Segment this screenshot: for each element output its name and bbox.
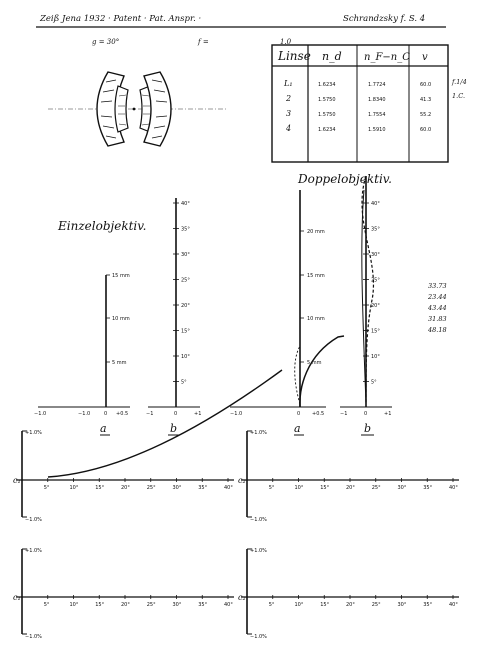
distortion-x-tick-label: 25°: [371, 485, 381, 491]
distortion-label-top: +1.0%: [25, 430, 42, 436]
single-b-bottom-1: −1: [146, 411, 154, 417]
side-value-5: 48.18: [428, 326, 447, 334]
distortion-label-bottom: −1.0%: [25, 634, 42, 640]
double-b-tick-label: 10°: [371, 354, 380, 360]
double-b-tick-label: 30°: [371, 252, 380, 258]
distortion-x-tick-label: 5°: [268, 602, 275, 608]
lens-element-2: [115, 86, 128, 132]
header-line2-mid: f =: [198, 38, 209, 46]
double-b-tick-label: 25°: [371, 277, 380, 284]
distortion-x-tick-label: 20°: [346, 485, 355, 491]
distortion-axis-symbol: c₂: [238, 476, 246, 485]
row-3-nd: 1.5750: [318, 112, 336, 118]
row-4-lens: 4: [286, 124, 292, 133]
row-1-disp: 1.7724: [368, 82, 386, 88]
distortion-label-top: +1.0%: [250, 430, 267, 436]
table-header-nd: n_d: [322, 50, 342, 63]
distortion-x-tick-label: 40°: [449, 602, 458, 608]
row-2-v: 41.3: [420, 97, 432, 103]
single-a-bottom-3: 0: [104, 411, 108, 417]
distortion-panel-4: [238, 548, 459, 640]
distortion-x-tick-label: 25°: [146, 485, 156, 491]
table-side-note-1: f.1/4: [452, 78, 467, 86]
row-1-nd: 1.6234: [318, 82, 336, 88]
double-a-bottom-1: −1.0: [230, 411, 243, 417]
diaphragm-mark: [133, 108, 136, 111]
single-b-tick-label: 30°: [181, 252, 190, 258]
distortion-x-tick-label: 20°: [121, 485, 130, 491]
distortion-x-tick-label: 10°: [294, 485, 304, 491]
distortion-axis-symbol: c₁: [13, 593, 21, 602]
distortion-x-tick-label: 30°: [172, 602, 182, 608]
distortion-x-tick-label: 35°: [198, 485, 208, 491]
single-a-tick-15: 15 mm: [112, 273, 130, 279]
header-line2-left: g = 30°: [92, 38, 120, 46]
distortion-panel-3: [13, 548, 234, 640]
double-a-bottom-2: 0: [297, 411, 301, 417]
distortion-x-tick-label: 35°: [198, 602, 208, 608]
distortion-x-tick-label: 15°: [320, 485, 330, 491]
distortion-label-bottom: −1.0%: [25, 517, 42, 523]
row-2-disp: 1.8340: [368, 97, 386, 103]
distortion-x-tick-label: 5°: [268, 485, 275, 491]
header: [36, 14, 446, 46]
distortion-panel-2: [238, 430, 459, 523]
distortion-x-tick-label: 35°: [423, 602, 433, 608]
table-side-note-2: 1.C.: [452, 92, 466, 100]
single-b-tick-label: 15°: [181, 328, 190, 335]
double-a-symbol: a: [294, 422, 301, 435]
distortion-x-tick-label: 25°: [146, 602, 156, 608]
double-a-tick-10: 10 mm: [307, 316, 325, 322]
row-4-nd: 1.6234: [318, 127, 336, 133]
distortion-panels: [13, 430, 459, 640]
distortion-x-tick-label: 5°: [43, 602, 50, 608]
single-b-symbol: b: [170, 422, 178, 435]
row-1-v: 60.0: [420, 82, 432, 88]
distortion-axis-symbol: c₁: [13, 476, 21, 485]
distortion-x-tick-label: 30°: [172, 485, 182, 491]
single-a-bottom-1: −1.0: [34, 411, 47, 417]
double-a-tick-20: 20 mm: [307, 229, 325, 235]
distortion-x-tick-label: 5°: [43, 485, 50, 491]
distortion-x-tick-label: 40°: [224, 485, 233, 491]
double-b-tick-label: 20°: [371, 303, 380, 309]
distortion-x-tick-label: 35°: [423, 485, 433, 491]
header-line2-right: 1.0: [280, 38, 292, 46]
lens-data-table: [272, 45, 467, 162]
table-header-v: v: [422, 52, 428, 63]
distortion-axis-symbol: c₂: [238, 593, 246, 602]
distortion-x-tick-label: 15°: [95, 485, 105, 491]
row-3-disp: 1.7554: [368, 112, 386, 118]
single-a-tick-10: 10 mm: [112, 316, 130, 322]
double-b-tick-label: 15°: [371, 328, 380, 335]
header-line1: Zeiß Jena 1932 · Patent · Pat. Anspr. ·: [40, 14, 202, 24]
distortion-label-top: +1.0%: [25, 548, 42, 554]
distortion-x-tick-label: 40°: [449, 485, 458, 491]
distortion-x-tick-label: 20°: [121, 602, 130, 608]
single-b-tick-label: 10°: [181, 354, 190, 360]
double-b-tick-label: 5°: [371, 379, 377, 386]
distortion-x-tick-label: 10°: [69, 602, 79, 608]
distortion-x-tick-label: 15°: [320, 602, 330, 608]
title-double-objective: Doppelobjektiv.: [298, 172, 392, 186]
single-a-bottom-4: +0.5: [116, 411, 129, 417]
double-b-tick-label: 40°: [371, 201, 380, 207]
distortion-label-top: +1.0%: [250, 548, 267, 554]
distortion-x-tick-label: 15°: [95, 602, 105, 608]
single-b-tick-label: 5°: [181, 379, 187, 386]
double-a-bottom-3: +0.5: [312, 411, 325, 417]
panel-single-b: [146, 198, 201, 435]
double-a-tick-15: 15 mm: [307, 273, 325, 279]
row-2-lens: 2: [286, 94, 292, 103]
row-4-disp: 1.5910: [368, 127, 386, 133]
table-header-lens: Linse: [278, 49, 311, 63]
double-b-bottom-3: +1: [384, 411, 392, 417]
distortion-x-tick-label: 30°: [397, 485, 407, 491]
row-3-lens: 3: [286, 109, 292, 118]
double-a-curve: [300, 336, 344, 407]
side-value-2: 23.44: [428, 293, 447, 301]
single-b-tick-label: 35°: [181, 226, 190, 233]
table-header-dispersion: n_F−n_C: [364, 52, 410, 63]
single-a-bottom-2: −1.0: [78, 411, 91, 417]
distortion-x-tick-label: 30°: [397, 602, 407, 608]
header-line1-right: Schrandzsky f. S. 4: [343, 14, 426, 24]
row-1-lens: L₁: [284, 79, 293, 88]
double-b-bottom-2: 0: [364, 411, 368, 417]
single-a-symbol: a: [100, 422, 107, 435]
distortion-label-bottom: −1.0%: [250, 634, 267, 640]
lens-section-diagram: [48, 72, 228, 146]
distortion-x-tick-label: 10°: [69, 485, 79, 491]
distortion-panel-1: [13, 430, 234, 523]
distortion-x-tick-label: 10°: [294, 602, 304, 608]
double-b-bottom-1: −1: [340, 411, 348, 417]
single-b-tick-label: 25°: [181, 277, 190, 284]
distortion-x-tick-label: 25°: [371, 602, 381, 608]
side-value-3: 43.44: [428, 304, 447, 312]
side-value-1: 33.73: [428, 282, 447, 290]
double-b-curve-dashed: [362, 176, 373, 404]
title-single-objective: Einzelobjektiv.: [58, 219, 147, 233]
double-b-tick-label: 35°: [371, 226, 380, 233]
single-b-tick-label: 20°: [181, 303, 190, 309]
double-a-tick-5: 5 mm: [307, 360, 322, 366]
single-a-tick-5: 5 mm: [112, 360, 127, 366]
distortion-label-bottom: −1.0%: [250, 517, 267, 523]
row-2-nd: 1.5750: [318, 97, 336, 103]
panel-single-a: [34, 273, 130, 435]
panel-double-b: [340, 176, 392, 435]
single-b-bottom-2: 0: [174, 411, 178, 417]
distortion-x-tick-label: 20°: [346, 602, 355, 608]
single-b-bottom-3: +1: [194, 411, 202, 417]
row-4-v: 60.0: [420, 127, 432, 133]
distortion-x-tick-label: 40°: [224, 602, 233, 608]
side-values: [427, 282, 447, 334]
row-3-v: 55.2: [420, 112, 432, 118]
single-b-tick-label: 40°: [181, 201, 190, 207]
panel-double-a: [230, 190, 344, 435]
side-value-4: 31.83: [428, 315, 447, 323]
double-b-symbol: b: [364, 422, 372, 435]
